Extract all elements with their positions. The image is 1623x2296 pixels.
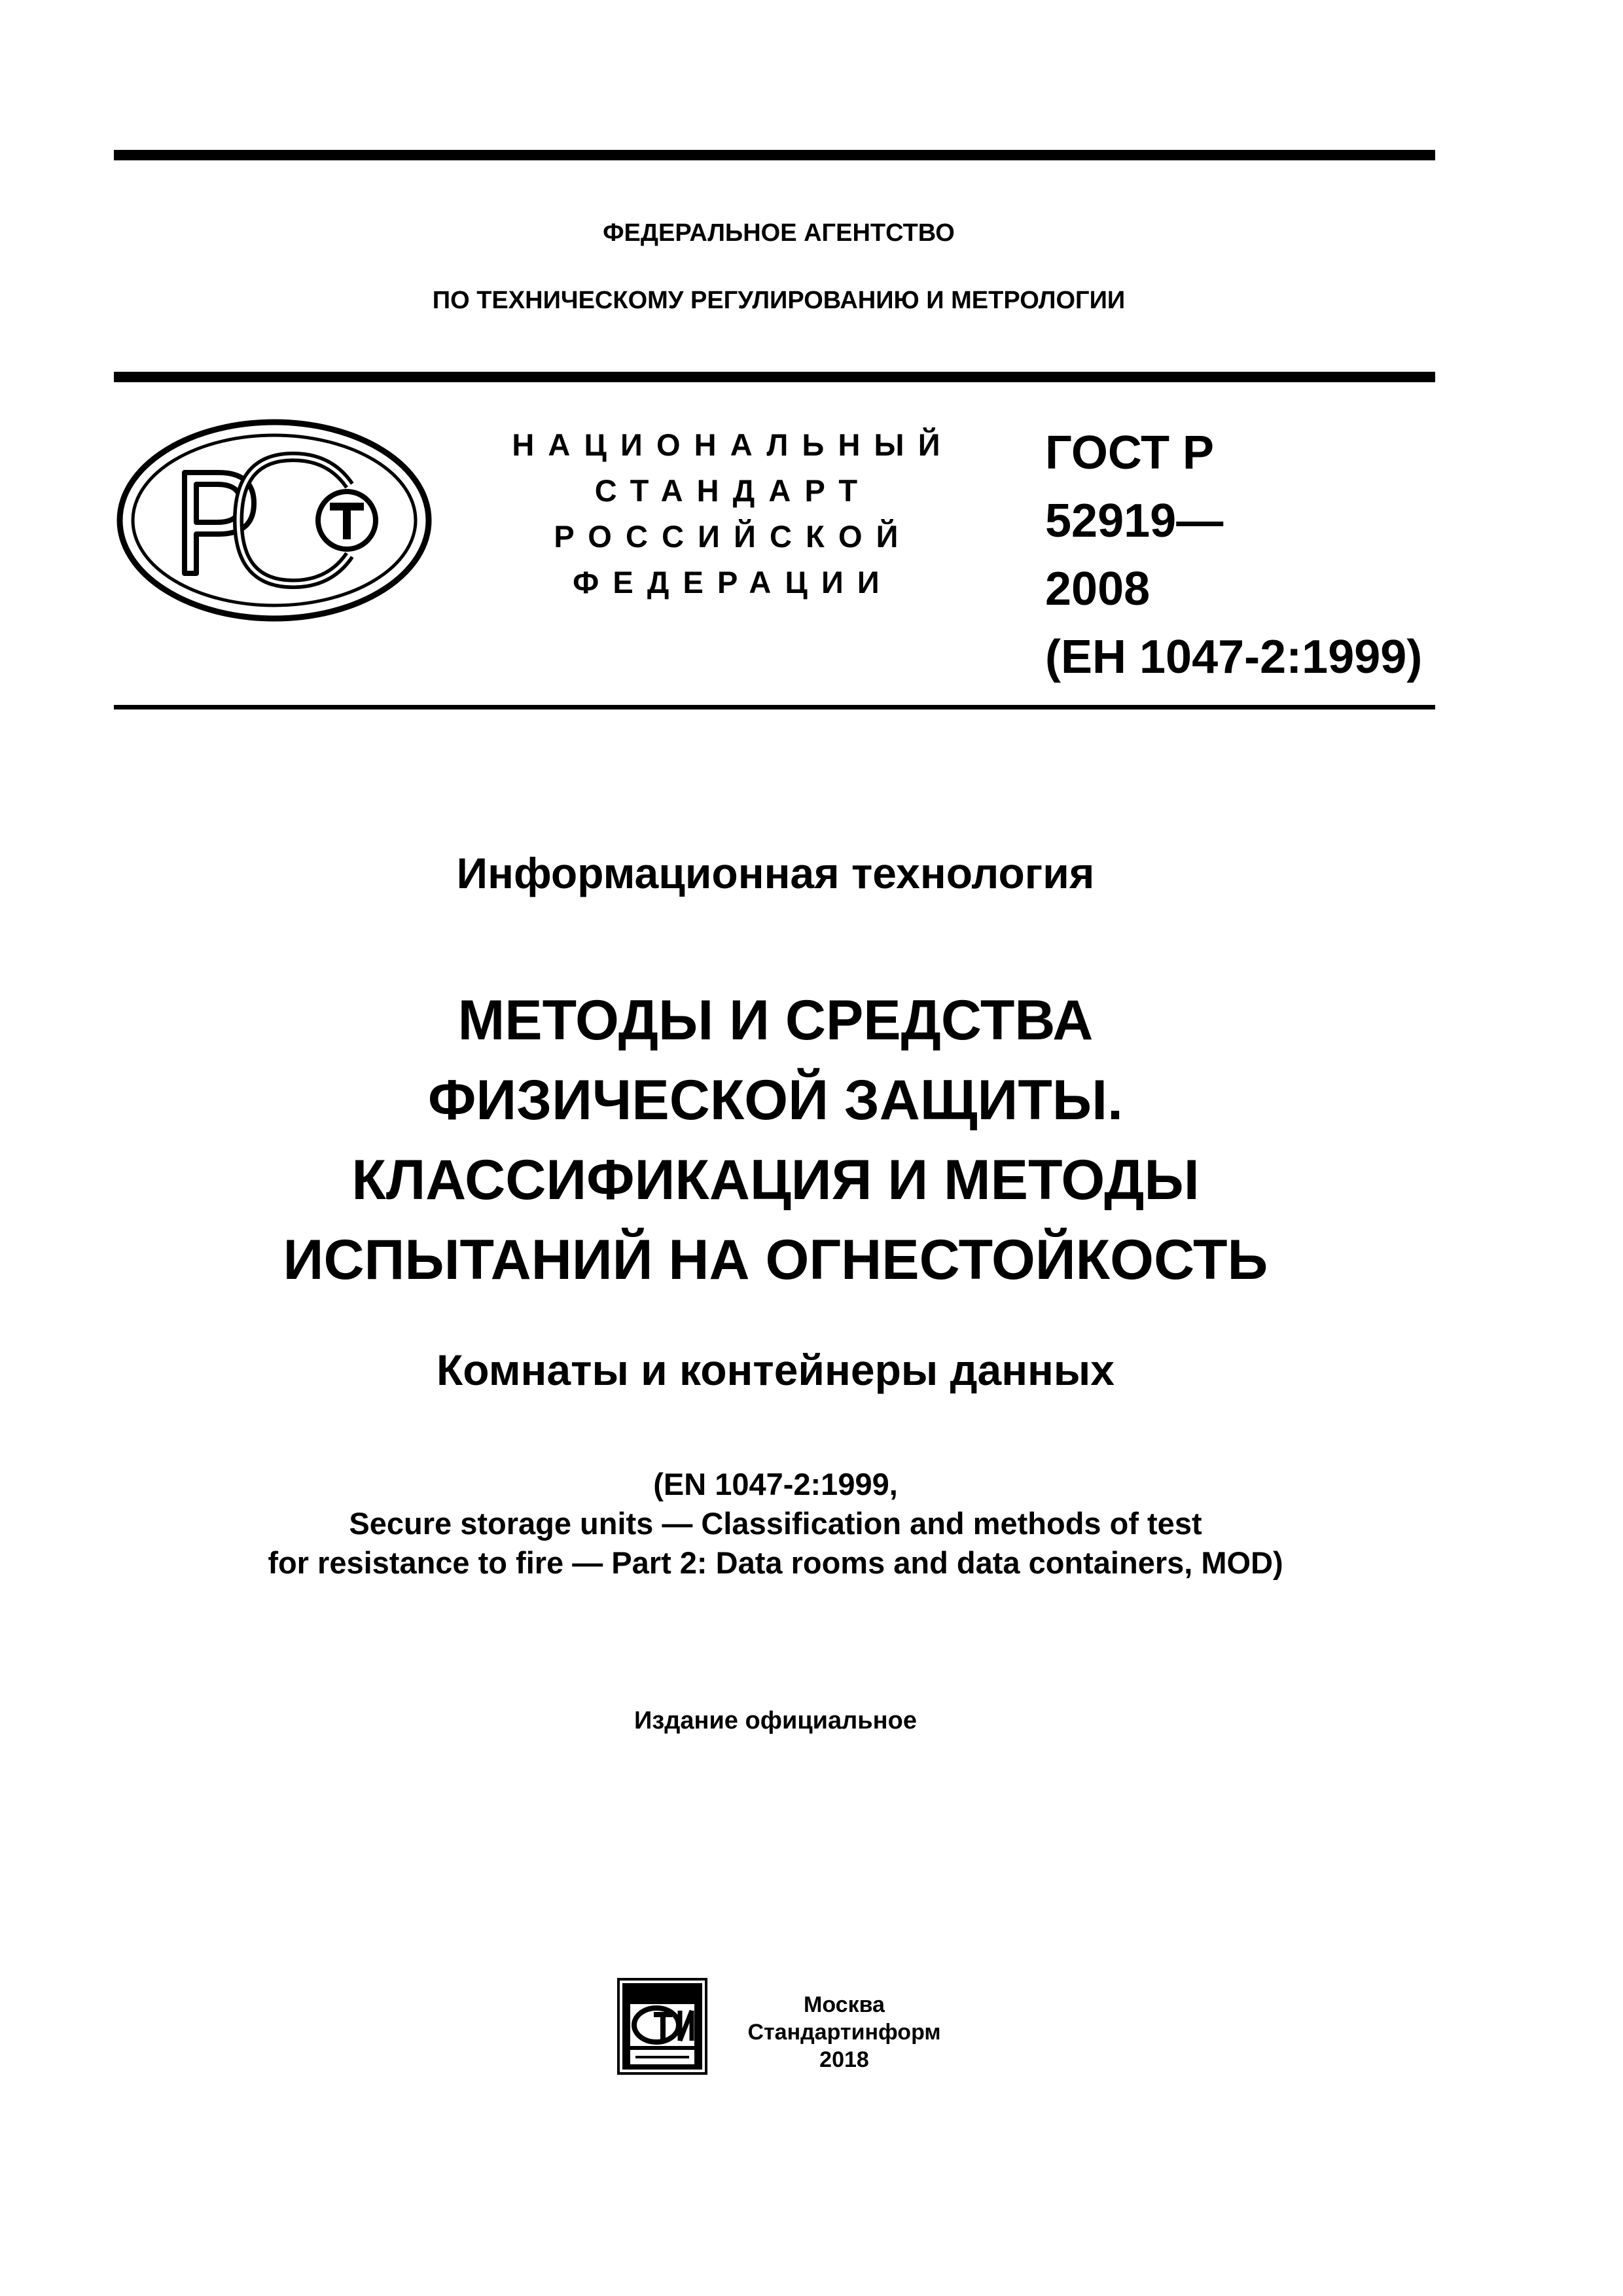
original-title-line-1: (EN 1047-2:1999,	[653, 1467, 898, 1501]
edition-label: Издание официальное	[634, 1707, 917, 1734]
publisher-name: Стандартинформ	[747, 2020, 941, 2045]
original-title-line-3: for resistance to fire — Part 2: Data rooms and data containers, MOD)	[268, 1545, 1283, 1580]
document-subtitle: Комнаты и контейнеры данных	[437, 1346, 1115, 1394]
designation-line-1: ГОСТ Р	[1045, 427, 1215, 479]
pct-seal-logo	[114, 416, 435, 624]
header-bottom-rule	[114, 705, 1435, 709]
publisher-year: 2018	[819, 2047, 869, 2072]
title-line-4: ИСПЫТАНИЙ НА ОГНЕСТОЙКОСТЬ	[283, 1229, 1268, 1291]
top-rule	[114, 150, 1435, 160]
original-title	[0, 1465, 1551, 1583]
title-line-3: КЛАССИФИКАЦИЯ И МЕТОДЫ	[351, 1149, 1200, 1211]
national-standard-line-1: НАЦИОНАЛЬНЫЙ	[512, 427, 954, 462]
title-line-2: ФИЗИЧЕСКОЙ ЗАЩИТЫ.	[428, 1069, 1123, 1132]
title-line-1: МЕТОДЫ И СРЕДСТВА	[457, 989, 1094, 1052]
publisher-logo	[616, 1977, 709, 2076]
national-standard-label	[497, 422, 969, 605]
national-standard-line-4: ФЕДЕРАЦИИ	[573, 565, 893, 600]
document-title	[0, 980, 1551, 1300]
publisher-city: Москва	[804, 1992, 885, 2017]
designation-line-4: (ЕН 1047-2:1999)	[1045, 631, 1423, 683]
national-standard-line-2: СТАНДАРТ	[594, 473, 872, 508]
header-rule	[114, 372, 1435, 382]
designation-line-2: 52919—	[1045, 495, 1224, 547]
standard-designation	[1045, 419, 1422, 691]
agency-line-1: ФЕДЕРАЛЬНОЕ АГЕНТСТВО	[603, 219, 955, 247]
designation-line-3: 2008	[1045, 563, 1150, 615]
publisher-info	[700, 1991, 988, 2073]
subject-heading: Информационная технология	[456, 849, 1095, 897]
original-title-line-2: Secure storage units — Classification and methods of test	[349, 1506, 1202, 1541]
agency-line-2: ПО ТЕХНИЧЕСКОМУ РЕГУЛИРОВАНИЮ И МЕТРОЛОГИИ	[432, 287, 1126, 314]
national-standard-line-3: РОССИЙСКОЙ	[554, 519, 912, 554]
